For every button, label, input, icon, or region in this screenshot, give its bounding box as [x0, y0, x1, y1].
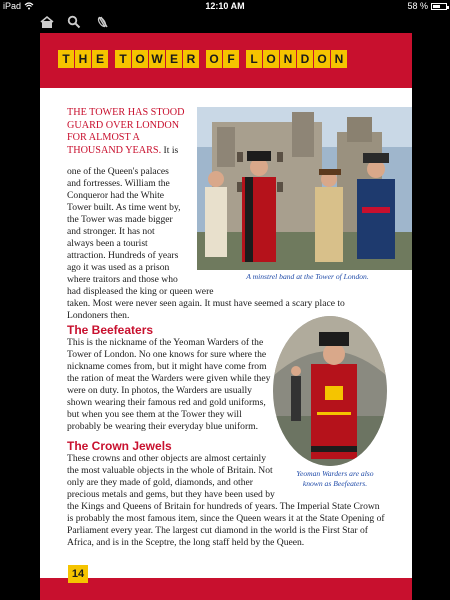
title-letter: L: [246, 50, 262, 68]
title-letter: O: [206, 50, 222, 68]
intro-line: always been a tourist: [67, 238, 148, 249]
page-title: [58, 50, 347, 68]
crown-jewels-line: Africa, and is in the Sceptre, the long staff held by the Queen.: [67, 537, 305, 548]
crown-jewels-line: Parliament every year. The largest cut diamond in the world is the First Star of: [67, 525, 368, 536]
title-letter: O: [132, 50, 148, 68]
crown-jewels-line: precious metals and gems, but they have been used by: [67, 489, 275, 500]
heading-crown-jewels: The Crown Jewels: [67, 439, 172, 453]
intro-line: and fortresses. William the: [67, 178, 170, 189]
beefeaters-line: nickname comes from, but it might have come from: [67, 361, 267, 372]
beefeaters-line: were on duty. In photos, the Warders are usually: [67, 385, 252, 396]
bookmark-icon[interactable]: [92, 12, 112, 32]
title-letter: N: [280, 50, 296, 68]
intro-line: the Tower was made bigger: [67, 214, 173, 225]
title-spacer: [200, 50, 205, 68]
crown-jewels-paragraph-end: [67, 501, 402, 549]
yeoman-warder-photo: [273, 316, 387, 466]
beefeaters-line: shown wearing their famous red and gold uniforms,: [67, 397, 266, 408]
crown-jewels-line: These crowns and other objects are almost certainly: [67, 453, 266, 464]
title-letter: F: [223, 50, 239, 68]
title-letter: N: [331, 50, 347, 68]
status-bar: [0, 0, 450, 12]
heading-beefeaters: The Beefeaters: [67, 323, 154, 337]
beefeaters-line: but when you see them at the Tower they will: [67, 409, 242, 420]
minstrel-band-photo: [197, 107, 412, 270]
intro-line: ago it was used as a prison: [67, 262, 170, 273]
beefeaters-line: Tower of London. No one knows for sure where the: [67, 349, 267, 360]
ipad-label: iPad: [3, 1, 22, 11]
page-number: 14: [68, 565, 88, 583]
beefeaters-paragraph: [67, 337, 307, 433]
crown-jewels-paragraph: [67, 453, 307, 501]
beefeaters-line: This is the nickname of the Yeoman Warders of the: [67, 337, 264, 348]
photo2-caption-line2: known as Beefeaters.: [302, 479, 368, 488]
battery-percent: 58 %: [407, 1, 428, 11]
status-time: 12:10 AM: [205, 1, 245, 11]
title-letter: T: [115, 50, 131, 68]
page-footer-band: [40, 578, 412, 600]
photo1-caption: A minstrel band at the Tower of London.: [246, 272, 369, 281]
title-spacer: [109, 50, 114, 68]
intro-line: attraction. Hundreds of years: [67, 250, 179, 261]
crown-jewels-line: only are they made of gold, diamonds, and other: [67, 477, 253, 488]
crown-jewels-line: the most valuable objects in the whole of Britain. Not: [67, 465, 273, 476]
intro-highlight: [67, 107, 197, 157]
intro-line: taken. Most were never seen again. It must have seemed a scary place to: [67, 298, 345, 309]
intro-line: had displeased the king or queen were: [67, 286, 214, 297]
intro-tail: It is: [161, 144, 179, 156]
intro-line: one of the Queen's palaces: [67, 166, 169, 177]
photo2-caption-line1: Yeoman Warders are also: [296, 469, 374, 478]
title-letter: O: [263, 50, 279, 68]
title-letter: T: [58, 50, 74, 68]
intro-line: where traitors and those who: [67, 274, 178, 285]
title-letter: W: [149, 50, 165, 68]
title-spacer: [240, 50, 245, 68]
title-letter: E: [92, 50, 108, 68]
crown-jewels-line: the Kings and Queens of Britain for hundreds of years. The Imperial State Crown: [67, 501, 380, 512]
intro-highlight-text: THE TOWER HAS STOOD GUARD OVER LONDON FOR ALMOST A THOUSAND YEARS.: [67, 107, 185, 156]
title-letter: R: [183, 50, 199, 68]
battery-icon: [431, 3, 447, 10]
intro-line: Londoners then.: [67, 310, 130, 321]
search-icon[interactable]: [64, 12, 84, 32]
title-letter: D: [297, 50, 313, 68]
intro-line: Conqueror had the White: [67, 190, 165, 201]
reader-toolbar: [0, 12, 450, 32]
intro-line: Tower built. As time went by,: [67, 202, 181, 213]
intro-line: and stronger. It has not: [67, 226, 155, 237]
crown-jewels-line: is probably the most famous item, since the Queen wears it at the State Opening of: [67, 513, 385, 524]
title-letter: H: [75, 50, 91, 68]
title-letter: O: [314, 50, 330, 68]
book-page: [40, 33, 412, 600]
title-letter: E: [166, 50, 182, 68]
beefeaters-line: the ration of meat the Warders were given while they: [67, 373, 271, 384]
intro-paragraph-end: [67, 298, 402, 322]
library-icon[interactable]: [37, 12, 57, 32]
beefeaters-line: probably be wearing their everyday blue uniform.: [67, 421, 259, 432]
